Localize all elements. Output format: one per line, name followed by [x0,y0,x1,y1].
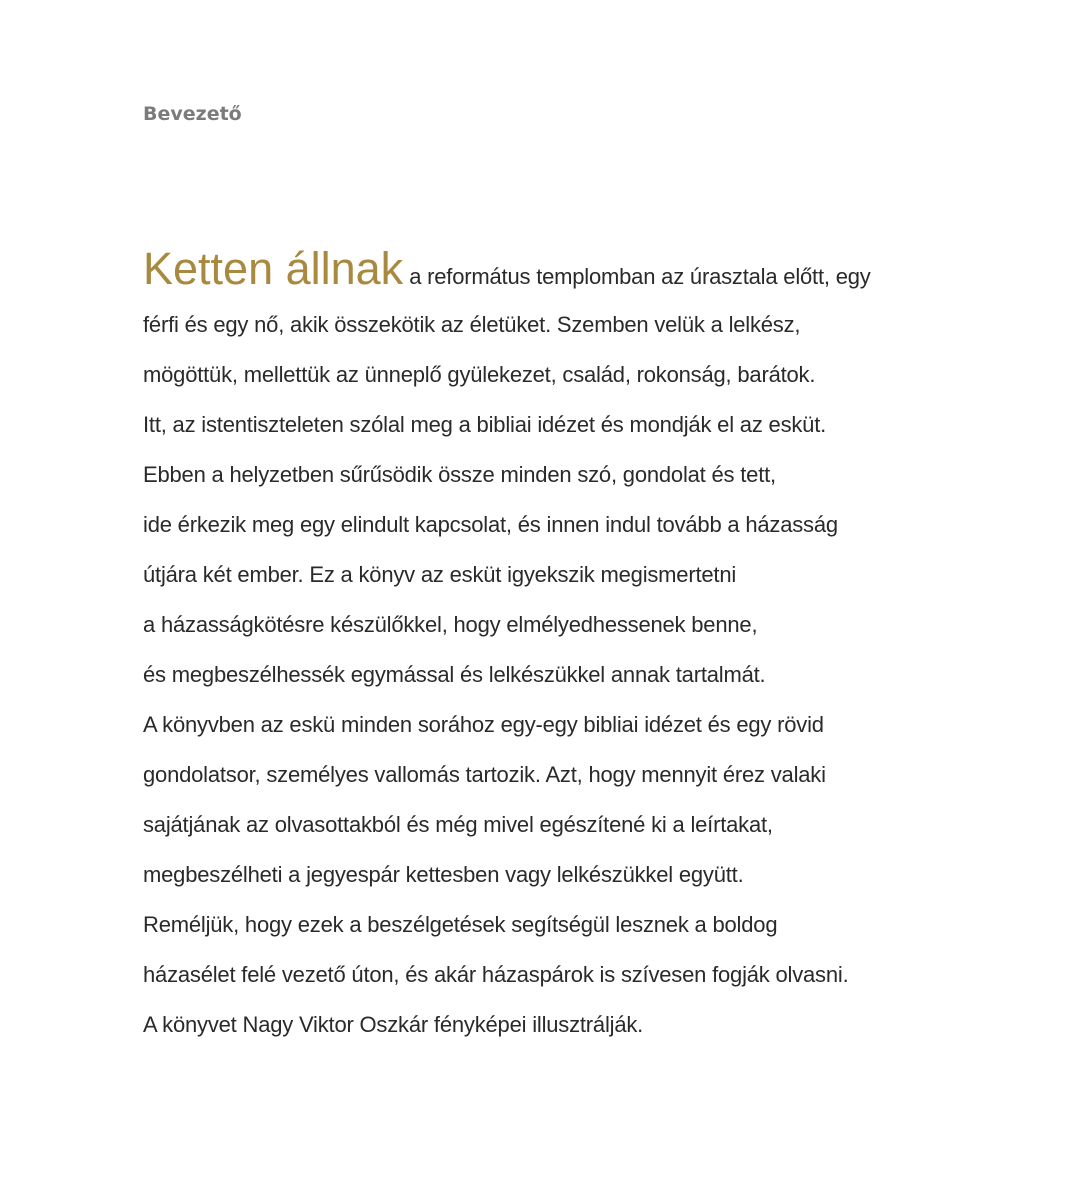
intro-line: Itt, az istentiszteleten szólal meg a bibliai idézet és mondják el az esküt. [143,412,827,437]
intro-line: megbeszélheti a jegyespár kettesben vagy lelkészükkel együtt. [143,862,744,887]
intro-line: házasélet felé vezető úton, és akár házaspárok is szívesen fogják olvasni. [143,962,849,987]
intro-line: mögöttük, mellettük az ünneplő gyülekezet, család, rokonság, barátok. [143,362,816,387]
intro-line: gondolatsor, személyes vallomás tartozik. Azt, hogy mennyit érez valaki [143,762,826,787]
intro-line: útjára két ember. Ez a könyv az esküt igyekszik megismertetni [143,562,737,587]
intro-line: A könyvet Nagy Viktor Oszkár fényképei illusztrálják. [143,1012,644,1037]
intro-line: és megbeszélhessék egymással és lelkészükkel annak tartalmát. [143,662,766,687]
intro-line: sajátjának az olvasottakból és még mivel egészítené ki a leírtakat, [143,812,773,837]
intro-line: A könyvben az eskü minden sorához egy-egy bibliai idézet és egy rövid [143,712,824,737]
intro-line: férfi és egy nő, akik összekötik az életüket. Szemben velük a lelkész, [143,312,801,337]
lead-words: Ketten állnak [143,243,404,294]
intro-line-1 [143,238,923,300]
intro-line: a házasságkötésre készülőkkel, hogy elmélyedhessenek benne, [143,612,758,637]
intro-line: Reméljük, hogy ezek a beszélgetések segítségül lesznek a boldog [143,912,778,937]
intro-line-1-text: a református templomban az úrasztala előtt, egy [409,264,871,289]
section-label: Bevezető [143,103,242,125]
intro-line: Ebben a helyzetben sűrűsödik össze minden szó, gondolat és tett, [143,462,776,487]
intro-paragraph [143,238,923,1050]
intro-line: ide érkezik meg egy elindult kapcsolat, és innen indul tovább a házasság [143,512,838,537]
